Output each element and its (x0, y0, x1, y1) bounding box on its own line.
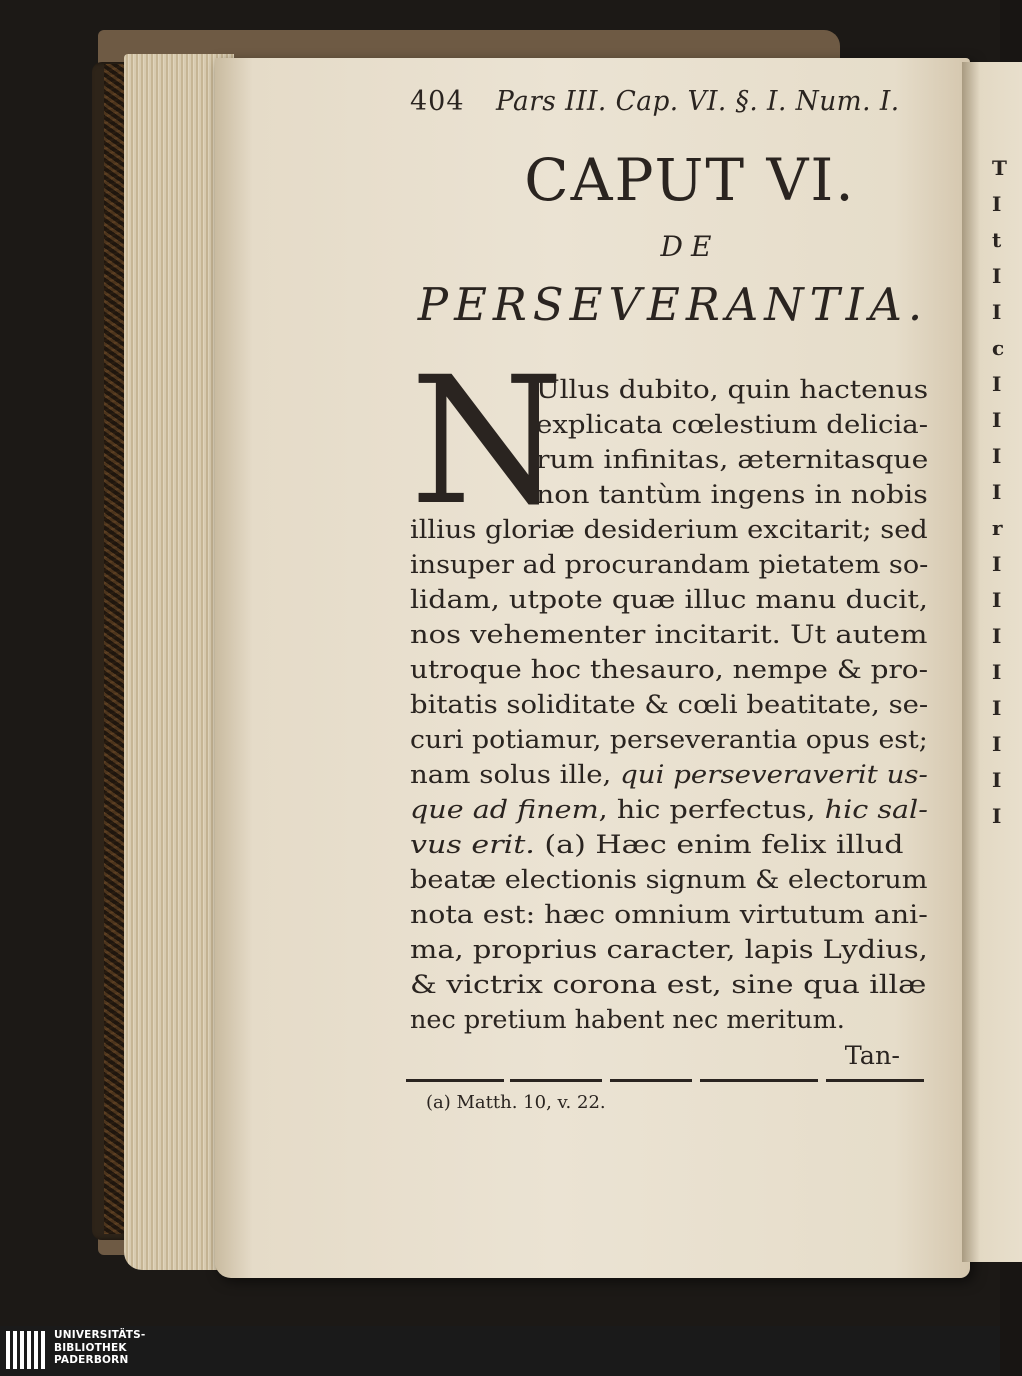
text-segment: que ad finem (410, 795, 599, 825)
facing-page-letter: T (992, 156, 1007, 180)
facing-page-letter: I (992, 408, 1002, 432)
facing-page-letter: I (992, 660, 1002, 684)
chapter-title: PERSEVERANTIA. (417, 278, 929, 331)
text-line (410, 1002, 928, 1038)
text-segment: illius gloriæ desiderium excitarit; sed (410, 515, 928, 545)
text-segment: Ullus dubito, quin hactenus (536, 375, 929, 405)
title-de: DE (660, 230, 720, 263)
text-segment: nam solus ille, (410, 760, 621, 790)
logo-line: PADERBORN (54, 1354, 129, 1366)
footnote-rule (826, 1079, 924, 1082)
facing-page-letter: I (992, 624, 1002, 648)
text-segment: , hic perfectus, (598, 795, 825, 825)
facing-page-letter: I (992, 552, 1002, 576)
facing-page-letter: I (992, 588, 1002, 612)
facing-page-letter: r (992, 516, 1003, 540)
text-segment: explicata cœlestium delicia- (536, 410, 929, 440)
text-segment: non tantùm ingens in nobis (536, 480, 928, 510)
facing-page-letter: I (992, 264, 1002, 288)
text-segment: rum infinitas, æternitasque (536, 445, 929, 475)
text-segment: & victrix corona est, sine qua illæ (410, 970, 927, 1000)
facing-page-letter: I (992, 732, 1002, 756)
logo-line: BIBLIOTHEK (54, 1341, 127, 1354)
text-line (410, 757, 971, 793)
text-segment: beatæ electionis signum & electorum (410, 865, 928, 895)
facing-page-letter: I (992, 804, 1002, 828)
text-segment: lidam, utpote quæ illuc manu ducit, (410, 585, 928, 615)
facing-page-letter: I (992, 480, 1002, 504)
text-line (410, 862, 962, 898)
text-segment: nec pretium habent nec meritum. (410, 1005, 845, 1035)
text-segment: nos vehementer incitarit. Ut autem (410, 620, 928, 650)
text-line (536, 372, 966, 408)
text-line (410, 897, 987, 933)
text-line (410, 722, 953, 758)
facing-page-letter: c (992, 336, 1005, 360)
text-segment: vus erit. (410, 830, 535, 860)
text-segment: ma, proprius caracter, lapis Lydius, (410, 935, 928, 965)
text-line (536, 442, 970, 478)
library-logo-icon (6, 1331, 50, 1369)
facing-page-letter: I (992, 300, 1002, 324)
logo-line: UNIVERSITÄTS- (54, 1329, 146, 1341)
facing-page-letter: I (992, 444, 1002, 468)
text-line (410, 652, 977, 688)
facing-page-letter: I (992, 372, 1002, 396)
text-segment: hic sal- (824, 795, 928, 825)
text-line (410, 582, 991, 618)
footnote-rule (510, 1079, 602, 1082)
drop-cap: N (410, 339, 564, 544)
text-segment: bitatis soliditate & cœli beatitate, se- (410, 690, 929, 720)
facing-page-letter: I (992, 768, 1002, 792)
text-line (410, 932, 996, 968)
footnote-rule (700, 1079, 818, 1082)
text-line (410, 617, 998, 653)
text-segment: insuper ad procurandam pietatem so- (410, 550, 929, 580)
text-line (536, 407, 960, 443)
text-segment: nota est: hæc omnium virtutum ani- (410, 900, 928, 930)
chapter-heading: CAPUT VI. (524, 146, 856, 214)
text-segment: qui perseveraverit us- (620, 760, 928, 790)
text-line (536, 477, 971, 513)
footnote-rule (406, 1079, 504, 1082)
page-number: 404 (410, 86, 465, 117)
catchword: Tan- (844, 1041, 900, 1071)
running-head: Pars III. Cap. VI. §. I. Num. I. (496, 86, 900, 117)
text-line (410, 827, 1021, 863)
text-line (410, 792, 991, 828)
text-line (410, 687, 968, 723)
text-segment: (a) Hæc enim felix illud (534, 830, 904, 860)
facing-page-letter: I (992, 696, 1002, 720)
footnote: (a) Matth. 10, v. 22. (426, 1092, 606, 1113)
text-segment: curi potiamur, perseverantia opus est; (410, 725, 928, 755)
text-line (410, 547, 961, 583)
library-logo-text (54, 1329, 254, 1367)
facing-page-letter: t (992, 228, 1002, 252)
text-segment: utroque hoc thesauro, nempe & pro- (410, 655, 929, 685)
text-line (410, 967, 1021, 1003)
text-line (410, 512, 963, 548)
footnote-rule (610, 1079, 692, 1082)
facing-page-letter: I (992, 192, 1002, 216)
